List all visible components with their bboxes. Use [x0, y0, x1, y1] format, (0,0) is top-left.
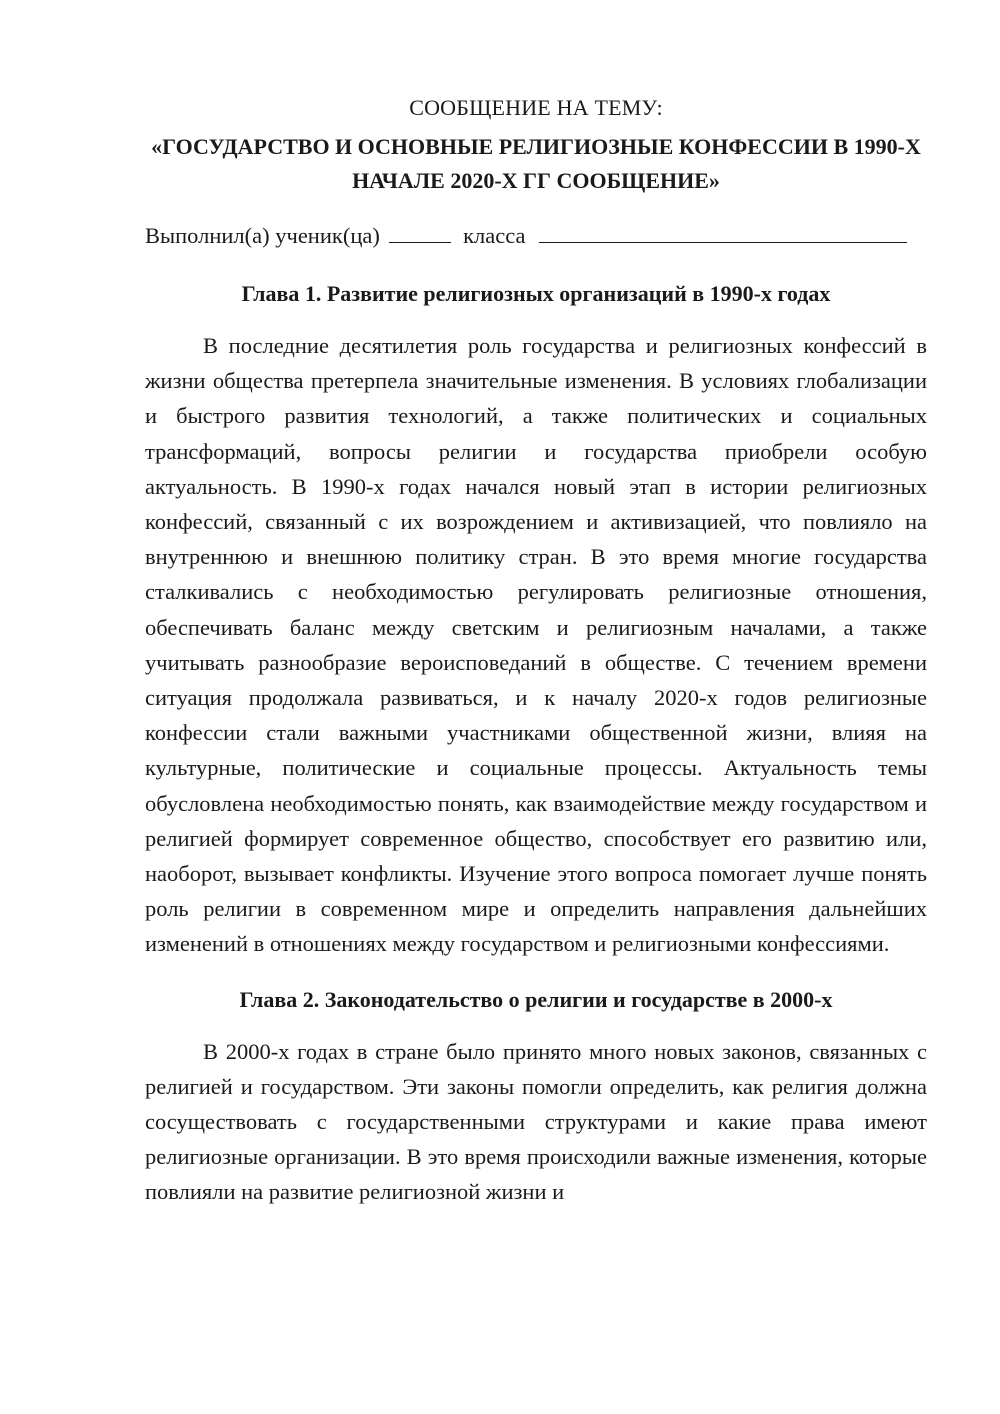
- chapter-1-paragraph: В последние десятилетия роль государства и религиозных конфессий в жизни общества претерпела значительные изменения. В условиях глобализации и быстрого развития технологий, а также политических и социальных трансформаций, вопросы религии и государства приобрели особую актуальность. В 1990-х годах начался новый этап в истории религиозных конфессий, связанный с их возрождением и активизацией, что повлияло на внутреннюю и внешнюю политику стран. В это время многие государства сталкивались с необходимостью регулировать религиозные отношения, обеспечивать баланс между светским и религиозным началами, а также учитывать разнообразие вероисповеданий в обществе. С течением времени ситуация продолжала развиваться, и к началу 2020-х годов религиозные конфессии стали важными участниками общественной жизни, влияя на культурные, политические и социальные процессы. Актуальность темы обусловлена необходимостью понять, как взаимодействие между государством и религией формирует современное общество, способствует его развитию или, наоборот, вызывает конфликты. Изучение этого вопроса помогает лучше понять роль религии в современном мире и определить направления дальнейших изменений в отношениях между государством и религиозными конфессиями.: [145, 333, 927, 957]
- class-number-blank: [389, 220, 451, 243]
- chapter-2-heading: Глава 2. Законодательство о религии и государстве в 2000-х: [239, 986, 833, 1012]
- document-label: СООБЩЕНИЕ НА ТЕМУ:: [409, 95, 663, 120]
- student-name-blank: [539, 220, 907, 243]
- document-title: «ГОСУДАРСТВО И ОСНОВНЫЕ РЕЛИГИОЗНЫЕ КОНФЕССИИ В 1990-Х НАЧАЛЕ 2020-Х ГГ СООБЩЕНИЕ»: [151, 134, 921, 193]
- performed-by-label: Выполнил(а) ученик(ца): [145, 223, 380, 248]
- author-line: [145, 220, 927, 252]
- chapter-1-heading: Глава 1. Развитие религиозных организаций в 1990-х годах: [241, 281, 831, 306]
- class-label: класса: [463, 223, 526, 248]
- chapter-2-paragraph: В 2000-х годах в стране было принято много новых законов, связанных с религией и государством. Эти законы помогли определить, как религия должна сосуществовать с государственными структурами и какие права имеют религиозные организации. В это время происходили важные изменения, которые повлияли на развитие религиозной жизни и: [145, 1038, 927, 1205]
